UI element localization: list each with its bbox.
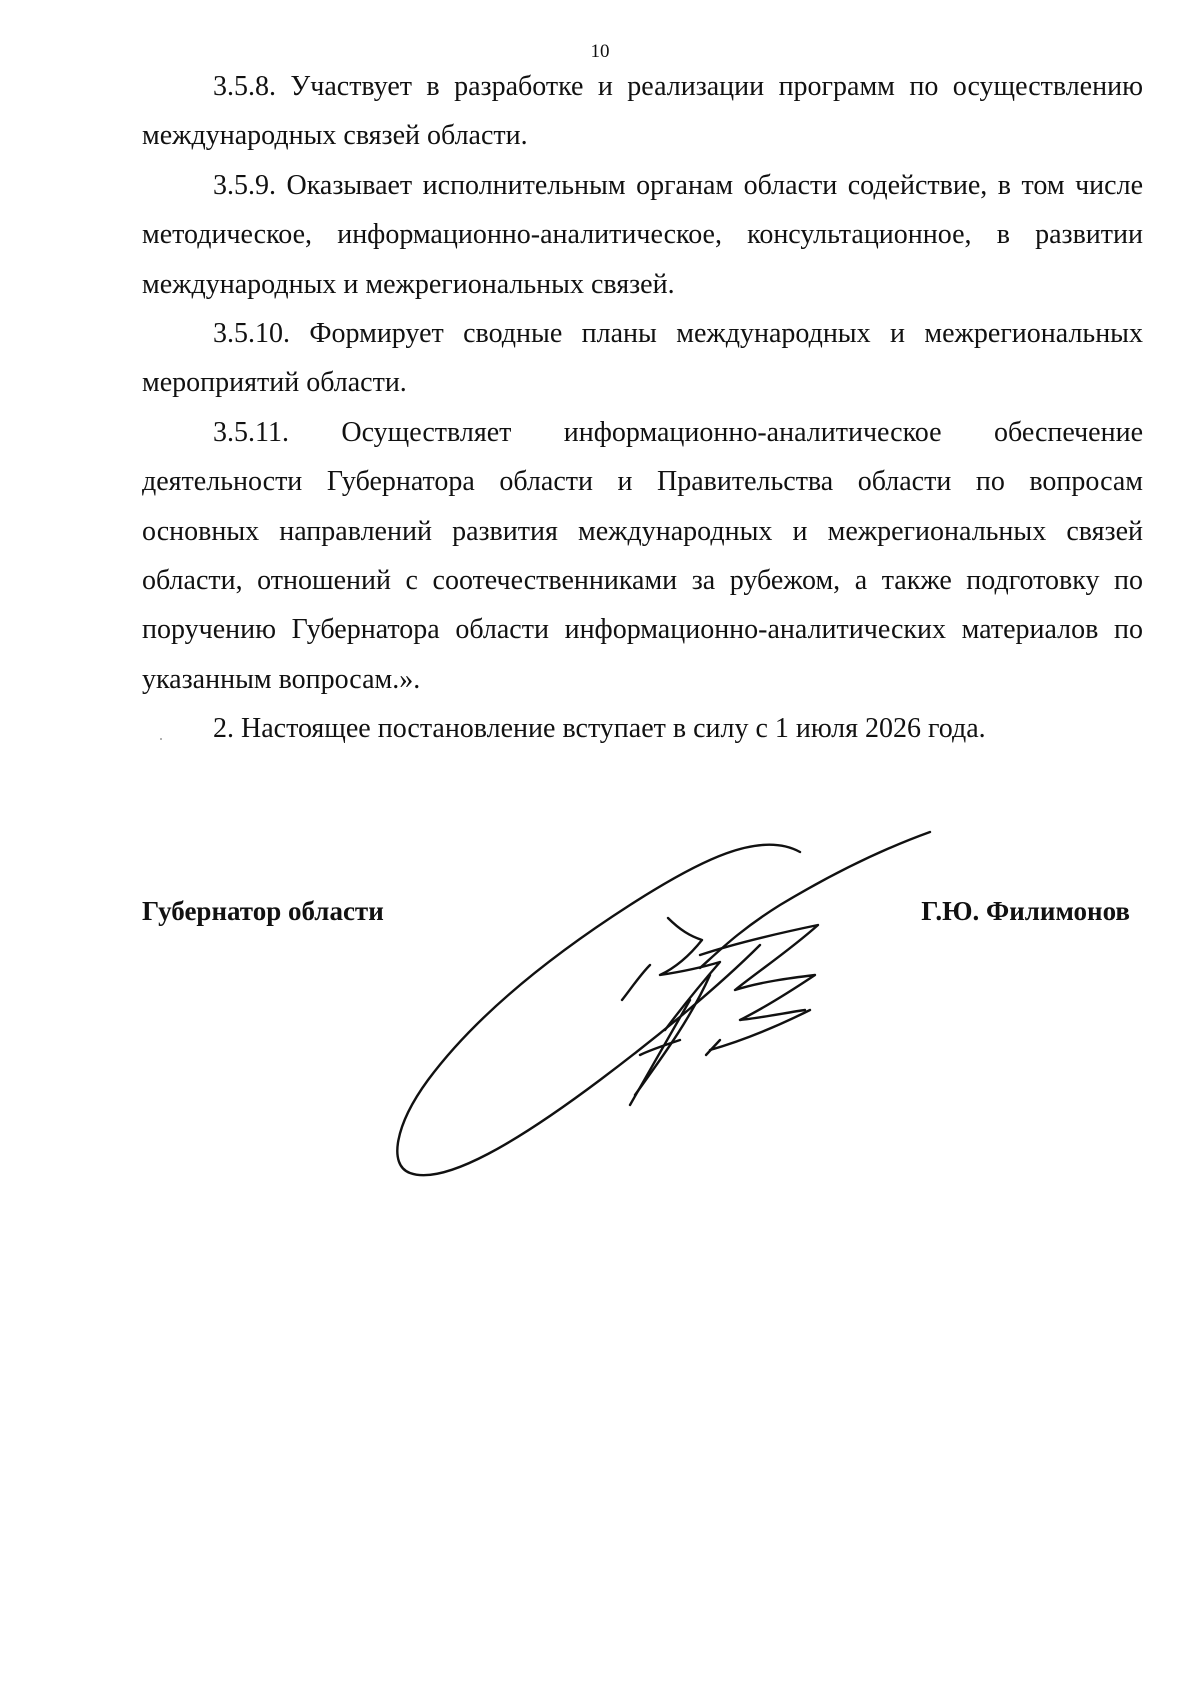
paragraph-3-5-10: 3.5.10. Формирует сводные планы международных и межрегиональных мероприятий области.: [142, 318, 1143, 399]
paragraph-3-5-9: 3.5.9. Оказывает исполнительным органам области содействие, в том числе методическое, информационно-аналитическое, консультационное, в развитии международных и межрегиональных связей.: [142, 169, 1143, 300]
signer-name: Г.Ю. Филимонов: [921, 896, 1130, 926]
paragraph-3-5-8: 3.5.8. Участвует в разработке и реализации программ по осуществлению международных связей области.: [142, 71, 1143, 152]
handwritten-signature: [380, 820, 940, 1200]
document-body: [142, 62, 1143, 754]
paragraph-3-5-11: 3.5.11. Осуществляет информационно-аналитическое обеспечение деятельности Губернатора области и Правительства области по вопросам основных направлений развития международных и межрегиональных связей области, отношений с соотечественниками за рубежом, а также подготовку по поручению Губернатора области информационно-аналитических материалов по указанным вопросам.».: [142, 416, 1143, 695]
paragraph-effective-date: 2. Настоящее постановление вступает в силу с 1 июля 2026 года.: [213, 713, 986, 745]
scan-speck: [160, 738, 162, 740]
signer-position: Губернатор области: [142, 896, 384, 926]
page-number: 10: [590, 41, 610, 62]
